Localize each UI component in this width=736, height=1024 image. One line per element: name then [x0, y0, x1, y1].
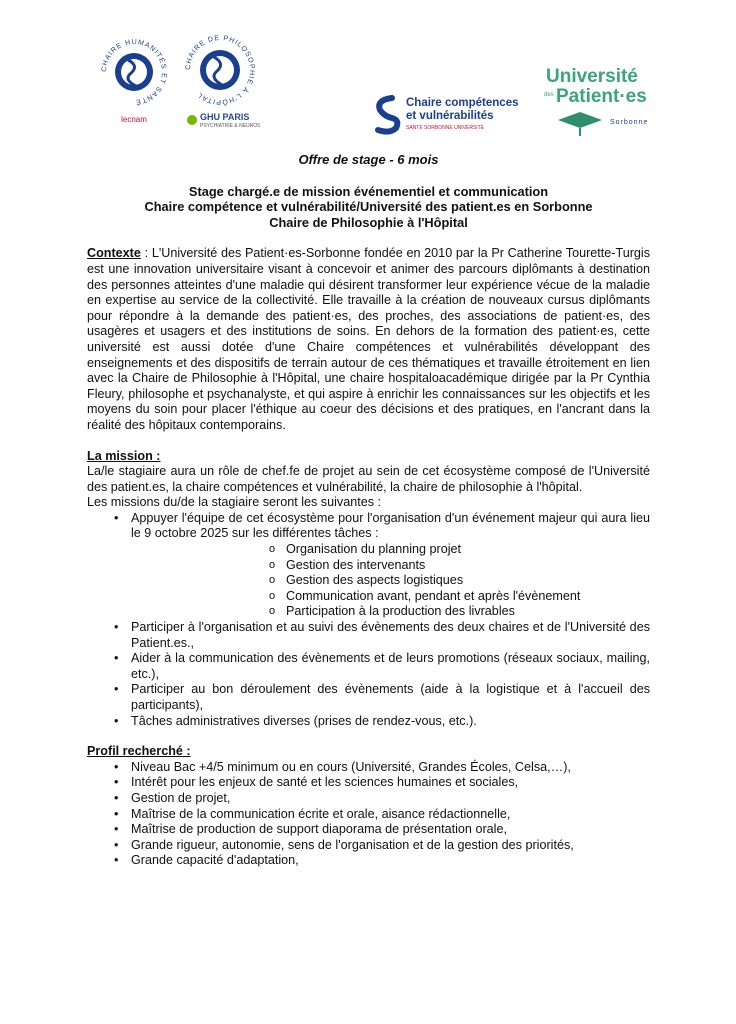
svg-text:SANTÉ SORBONNE UNIVERSITÉ: SANTÉ SORBONNE UNIVERSITÉ — [406, 125, 485, 131]
mission-lead: Les missions du/de la stagiaire seront les suivantes : — [87, 495, 382, 510]
svg-text:Chaire compétences: Chaire compétences — [406, 97, 519, 109]
sublist-item: o Participation à la production des livrables — [131, 604, 650, 620]
contexte-text: : L'Université des Patient·es-Sorbonne fondée en 2010 par la Pr Catherine Tourette-Turgis est une innovation universitaire visant à concevoir et animer des parcours diplômants à destination des personnes atteintes d'une maladie qui désirent transformer leur expérience vécue de la maladie en expertise au service de la collectivité. Elle travaille à la création de nouveaux cursus diplômants pour répondre à la demande des patient·es, des proches, des associations de patient·es, des usagères et usagers et des institutions de soins. En dehors de la formation des patient·es, cette université est aussi dotée d'une Chaire compétences et vulnérabilités développant des enseignements et des dispositifs de terrain autour de ces thématiques et travaille étroitement en lien avec la Chaire de Philosophie à l'Hôpital, une chaire hospitaloacadémique dirigée par la Pr Cynthia Fleury, philosophe et psychanalyste, et qui aspire à enrichir les connaissances sur les objectifs et les moyens du soin pour placer l'éthique au coeur des décisions et des pratiques, en l'ancrant dans la réalité des hôpitaux contemporains. — [87, 246, 650, 432]
profil-section — [87, 744, 650, 869]
job-offer-document — [87, 152, 650, 869]
chaire-philosophie-logo — [180, 30, 260, 135]
title-line-3: Chaire de Philosophie à l'Hôpital — [269, 214, 468, 230]
graduation-cap-icon — [558, 112, 602, 128]
mission-sublist — [131, 542, 650, 620]
list-item: • Aider à la communication des évènements et de leurs promotions (réseaux sociaux, mailing, etc.), — [87, 651, 650, 682]
list-item: • Grande rigueur, autonomie, sens de l'organisation et de la gestion des priorités, — [87, 838, 650, 854]
chaire-humanites-logo — [98, 36, 170, 136]
contexte-heading: Contexte — [87, 246, 141, 261]
profil-list — [87, 760, 650, 869]
sublist-item: o Organisation du planning projet — [131, 542, 650, 558]
list-item: • Grande capacité d'adaptation, — [87, 853, 650, 869]
chaire-competences-logo — [372, 92, 532, 136]
title-line-1: Stage chargé.e de mission événementiel et communication — [188, 183, 549, 199]
mission-section — [87, 449, 650, 730]
chaire-humanites-ring-text: CHAIRE HUMANITÉS ET SANTÉ — [100, 38, 168, 106]
sublist-item: o Gestion des aspects logistiques — [131, 573, 650, 589]
ghu-name: GHU PARIS — [200, 112, 250, 122]
list-item: • Intérêt pour les enjeux de santé et les sciences humaines et sociales, — [87, 775, 650, 791]
svg-text:Université: Université — [546, 66, 638, 87]
cnam-wordmark: lecnam — [121, 115, 147, 124]
profil-heading: Profil recherché : — [87, 744, 191, 759]
svg-text:Patient·es: Patient·es — [556, 86, 647, 107]
title-line-2: Chaire compétence et vulnérabilité/Université des patient.es en Sorbonne — [144, 199, 593, 215]
offer-heading: Offre de stage - 6 mois — [298, 152, 439, 167]
chaire-philo-ring-text: CHAIRE DE PHILOSOPHIE À L'HÔPITAL — [184, 34, 256, 106]
universite-patients-logo — [540, 62, 656, 138]
svg-text:des: des — [544, 92, 554, 98]
ghu-leaf-icon — [187, 115, 197, 125]
svg-text:et vulnérabilités: et vulnérabilités — [406, 110, 494, 122]
list-item: • Tâches administratives diverses (prises de rendez-vous, etc.). — [87, 714, 650, 730]
logo-bar — [0, 0, 736, 150]
list-item: • Appuyer l'équipe de cet écosystème pour l'organisation d'un événement majeur qui aura lieu le 9 octobre 2025 sur les différentes tâches : o Organisation du planning projet o Gestion des intervenants o Gestion des aspects logistiques o Communication avant, pendant et après l'évènement o Participation à la production des livrables — [87, 511, 650, 620]
list-item: • Maîtrise de production de support diaporama de présentation orale, — [87, 822, 650, 838]
list-item: • Participer à l'organisation et au suivi des évènements des deux chaires et de l'Université des Patient.es., — [87, 620, 650, 651]
list-item: • Niveau Bac +4/5 minimum ou en cours (Université, Grandes Écoles, Celsa,…), — [87, 760, 650, 776]
list-item: • Gestion de projet, — [87, 791, 650, 807]
mission-heading: La mission : — [87, 448, 161, 463]
mission-list — [87, 511, 650, 729]
list-item: • Maîtrise de la communication écrite et orale, aisance rédactionnelle, — [87, 807, 650, 823]
svg-text:Sorbonne: Sorbonne — [610, 119, 649, 126]
offer-titles — [87, 184, 650, 231]
list-item: • Participer au bon déroulement des évènements (aide à la logistique et à l'accueil des participants), — [87, 682, 650, 713]
contexte-paragraph — [87, 246, 650, 433]
s-mark-icon — [378, 98, 397, 132]
mission-intro: La/le stagiaire aura un rôle de chef.fe de projet au sein de cet écosystème composé de l'Université des patient.es, la chaire compétences et vulnérabilité, la chaire de philosophie à l'hôpital. — [87, 464, 650, 494]
ghu-subtitle: PSYCHIATRIE & NEUROS — [200, 123, 260, 129]
sublist-item: o Communication avant, pendant et après l'évènement — [131, 589, 650, 605]
sublist-item: o Gestion des intervenants — [131, 558, 650, 574]
